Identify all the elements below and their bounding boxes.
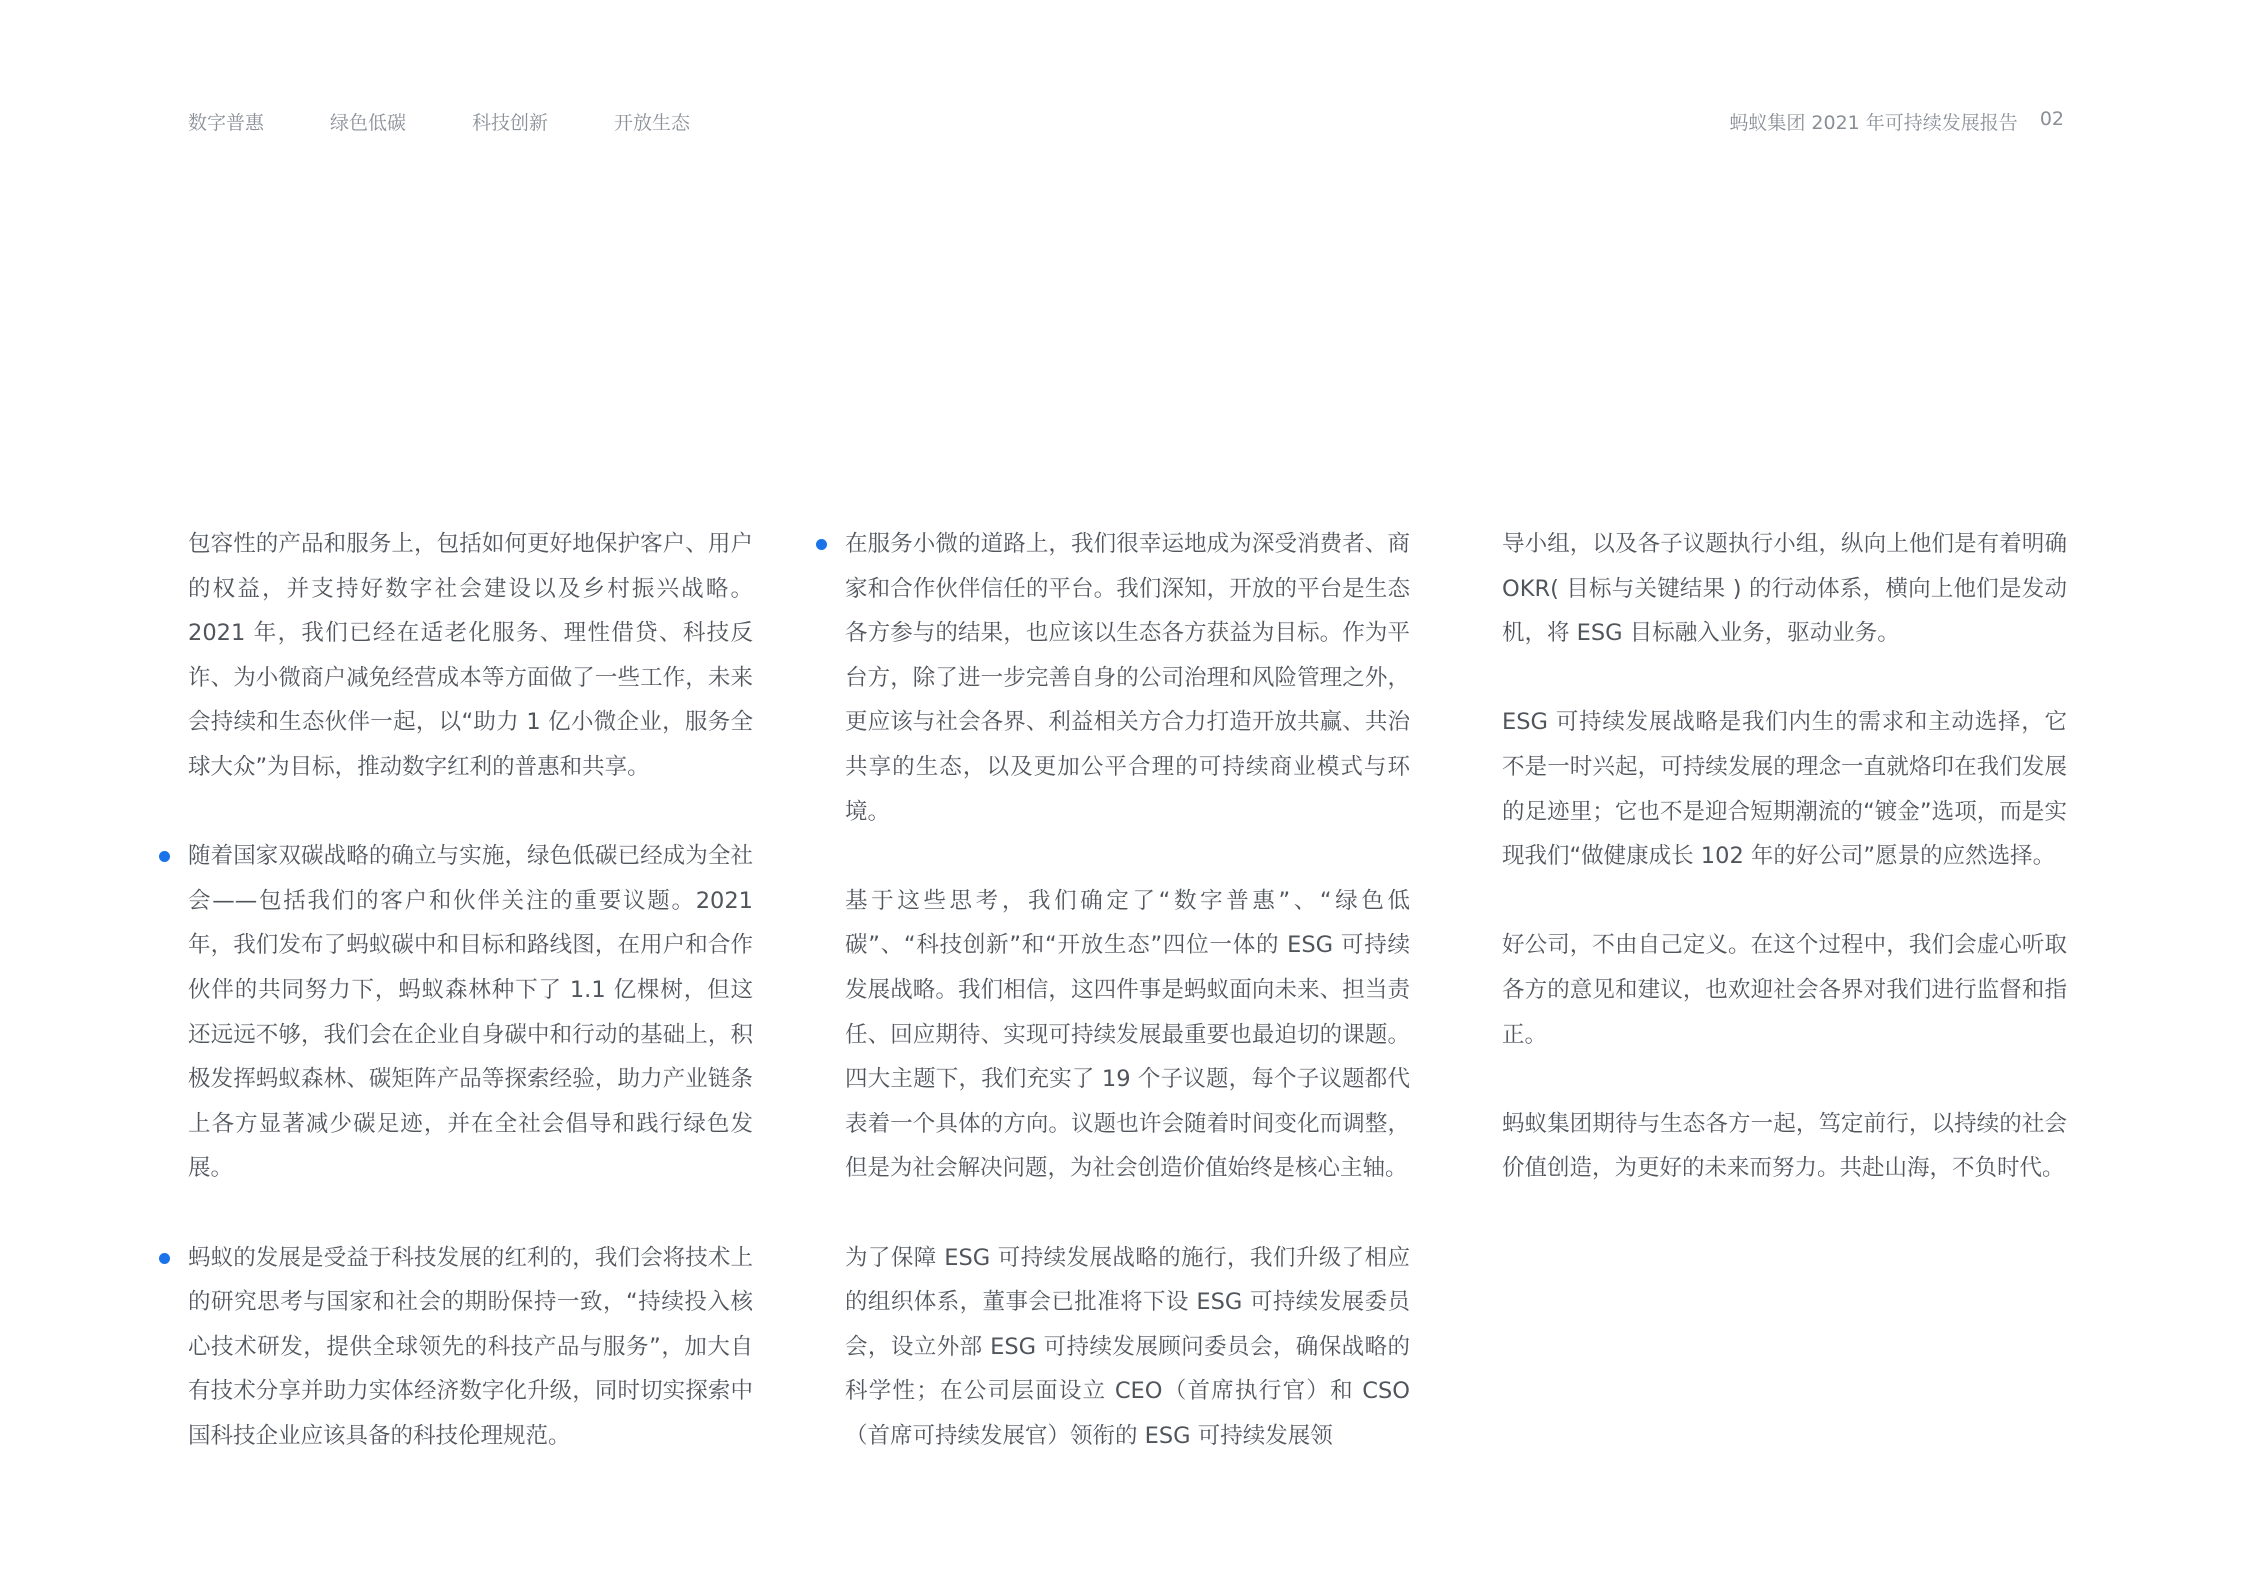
- nav-item-open-ecosystem[interactable]: 开放生态: [614, 112, 691, 134]
- paragraph-text: 好公司，不由自己定义。在这个过程中，我们会虚心听取各方的意见和建议，也欢迎社会各界对我们进行监督和指正。: [1502, 932, 2067, 1048]
- bullet-paragraph: [188, 1236, 753, 1459]
- paragraph-text: 为了保障 ESG 可持续发展战略的施行，我们升级了相应的组织体系，董事会已批准将下设 ESG 可持续发展委员会，设立外部 ESG 可持续发展顾问委员会，确保战略的科学性；在公司层面设立 CEO（首席执行官）和 CSO（首席可持续发展官）领衔的 ESG 可持续发展领: [845, 1244, 1410, 1449]
- nav-item-digital-inclusion[interactable]: 数字普惠: [188, 112, 265, 134]
- paragraph-text: 随着国家双碳战略的确立与实施，绿色低碳已经成为全社会——包括我们的客户和伙伴关注的重要议题。2021 年，我们发布了蚂蚁碳中和目标和路线图，在用户和合作伙伴的共同努力下，蚂蚁森林种下了 1.1 亿棵树，但这还远远不够，我们会在企业自身碳中和行动的基础上，积极发挥蚂蚁森林、碳矩阵产品等探索经验，助力产业链条上各方显著减少碳足迹，并在全社会倡导和践行绿色发展。: [188, 843, 753, 1182]
- text-column-3: [1502, 522, 2067, 1191]
- paragraph-text: 基于这些思考，我们确定了“数字普惠”、“绿色低碳”、“科技创新”和“开放生态”四位一体的 ESG 可持续发展战略。我们相信，这四件事是蚂蚁面向未来、担当责任、回应期待、实现可持续发展最重要也最迫切的课题。四大主题下，我们充实了 19 个子议题，每个子议题都代表着一个具体的方向。议题也许会随着时间变化而调整，但是为社会解决问题，为社会创造价值始终是核心主轴。: [845, 887, 1410, 1182]
- page-header: [188, 108, 2064, 138]
- text-column-2: [845, 522, 1410, 1458]
- paragraph-text: 蚂蚁的发展是受益于科技发展的红利的，我们会将技术上的研究思考与国家和社会的期盼保持一致，“持续投入核心技术研发，提供全球领先的科技产品与服务”，加大自有技术分享并助力实体经济数字化升级，同时切实探索中国科技企业应该具备的科技伦理规范。: [188, 1244, 753, 1449]
- paragraph-text: 包容性的产品和服务上，包括如何更好地保护客户、用户的权益，并支持好数字社会建设以及乡村振兴战略。2021 年，我们已经在适老化服务、理性借贷、科技反诈、为小微商户减免经营成本等方面做了一些工作，未来会持续和生态伙伴一起，以“助力 1 亿小微企业，服务全球大众”为目标，推动数字红利的普惠和共享。: [188, 531, 753, 780]
- paragraph: [1502, 923, 2067, 1057]
- bullet-dot-icon: [159, 1253, 170, 1264]
- paragraph-text: 在服务小微的道路上，我们很幸运地成为深受消费者、商家和合作伙伴信任的平台。我们深知，开放的平台是生态各方参与的结果，也应该以生态各方获益为目标。作为平台方，除了进一步完善自身的公司治理和风险管理之外，更应该与社会各界、利益相关方合力打造开放共赢、共治共享的生态，以及更加公平合理的可持续商业模式与环境。: [845, 531, 1410, 825]
- page-number: 02: [2039, 108, 2064, 130]
- bullet-paragraph: [188, 834, 753, 1191]
- bullet-dot-icon: [816, 539, 827, 550]
- paragraph: [1502, 522, 2067, 656]
- paragraph-text: 导小组，以及各子议题执行小组，纵向上他们是有着明确 OKR( 目标与关键结果 ) 的行动体系，横向上他们是发动机，将 ESG 目标融入业务，驱动业务。: [1502, 531, 2067, 647]
- bullet-paragraph: [845, 522, 1410, 834]
- paragraph: [845, 879, 1410, 1191]
- section-nav: [188, 108, 756, 135]
- report-title: 蚂蚁集团 2021 年可持续发展报告: [1729, 112, 2018, 134]
- paragraph: [845, 1236, 1410, 1459]
- bullet-dot-icon: [159, 851, 170, 862]
- paragraph: [188, 522, 753, 790]
- text-column-1: [188, 522, 753, 1458]
- nav-item-tech-innovation[interactable]: 科技创新: [472, 112, 549, 134]
- nav-item-green-low-carbon[interactable]: 绿色低碳: [330, 112, 407, 134]
- paragraph: [1502, 1102, 2067, 1191]
- paragraph-text: ESG 可持续发展战略是我们内生的需求和主动选择，它不是一时兴起，可持续发展的理念一直就烙印在我们发展的足迹里；它也不是迎合短期潮流的“镀金”选项，而是实现我们“做健康成长 102 年的好公司”愿景的应然选择。: [1502, 709, 2067, 870]
- report-info: [1729, 108, 2064, 135]
- paragraph: [1502, 700, 2067, 878]
- paragraph-text: 蚂蚁集团期待与生态各方一起，笃定前行，以持续的社会价值创造，为更好的未来而努力。共赴山海，不负时代。: [1502, 1110, 2067, 1182]
